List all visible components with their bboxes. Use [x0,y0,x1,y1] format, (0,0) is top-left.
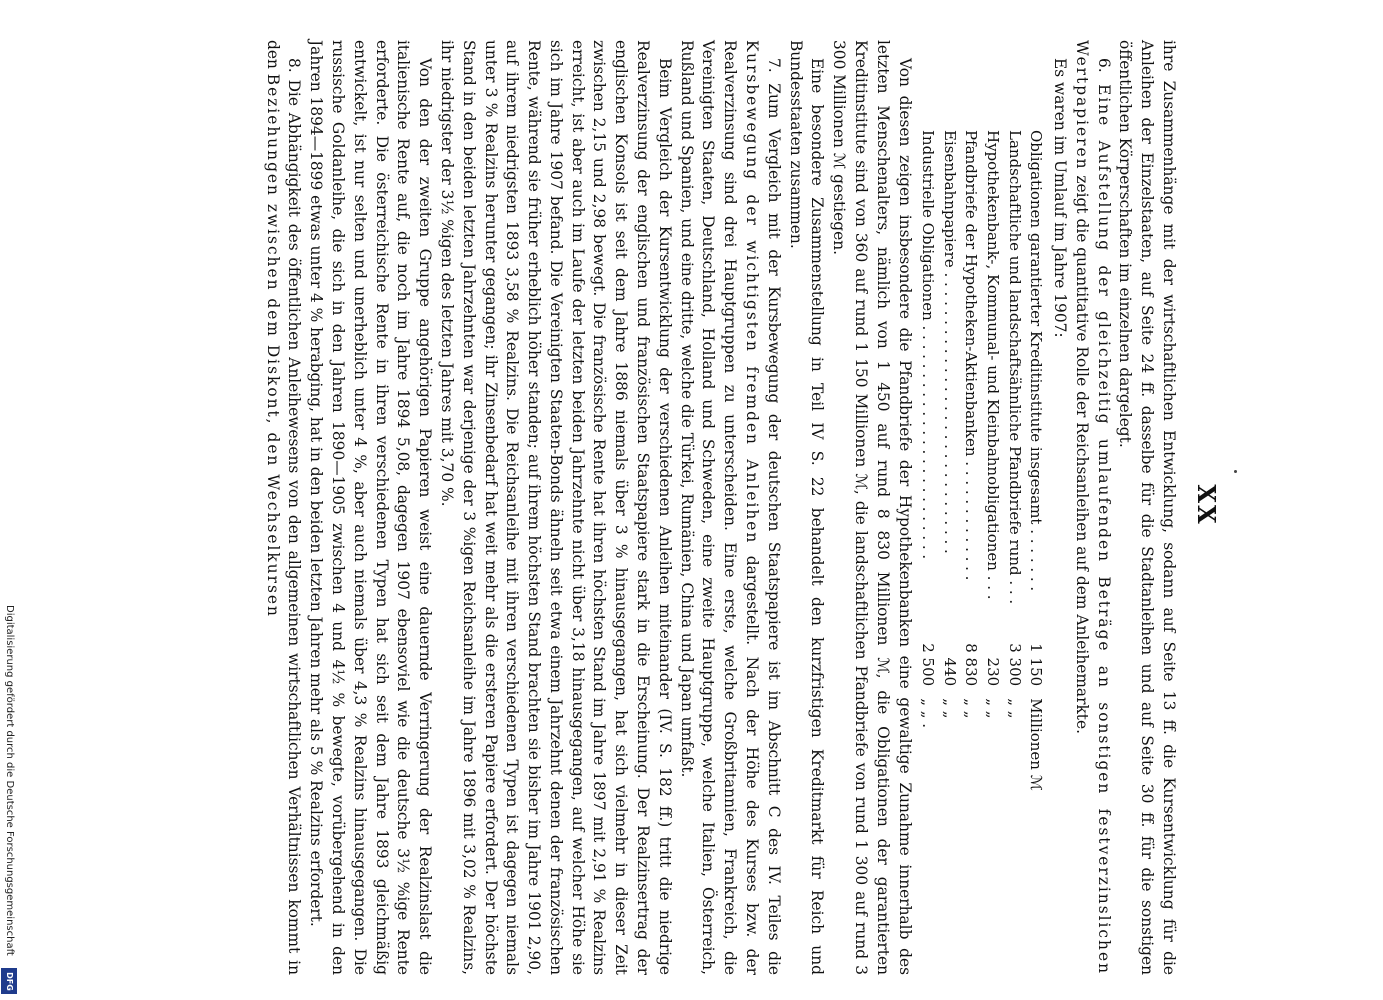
emphasized-heading-8: Beziehungen zwischen dem Diskont, den Wechselkursen [263,73,282,618]
circulation-row [981,124,1003,797]
circulation-label: Pfandbriefe der Hypotheken-Aktienbanken . . . . . . . . . . . . . [962,130,981,581]
body-text [261,40,1179,975]
footer-text: Digitalisierung gefördert durch die Deutsche Forschungsgemeinschaft [4,605,15,956]
circulation-unit: Millionen ℳ [1027,698,1046,791]
circulation-value: 230 [984,657,1003,687]
page-content [141,30,1231,980]
dfg-logo [1,968,17,994]
circulation-unit: „ „ [1005,698,1024,719]
paragraph-1: ihre Zusammenhänge mit der wirtschaftlichen Entwicklung, sodann auf Seite 13 ff. die Kursentwicklung für die Anleihen der Einzelstaaten, auf Seite 24 ff. dasselbe für die Stadtanleihen und auf Seite 30 ff. für die sonstigen öffentlichen Körperschaften im einzelnen dargelegt. [1116,40,1178,975]
paragraph-7: Beim Vergleich der Kursentwicklung der verschiedenen Anleihen miteinander (IV. S. 182 ff.) tritt die niedrige Realverzinsung der englischen und französischen Staatspapiere stark in die Erscheinung. Der Realzinsertrag der englischen Konsols ist seit dem Jahre 1886 niemals über 3 % hinausgegangen, hat sich vielmehr in dieser Zeit zwischen 2,15 und 2,98 bewegt. Die französische Rente hat ihren höchsten Stand im Jahre 1897 mit 2,91 % Realzins erreicht, ist aber auch im Laufe der letzten beiden Jahrzehnte nicht über 3,18 hinausgegangen, auf welcher Höhe sie sich im Jahre 1907 befand. Die Vereinigten Staaten-Bonds ähneln seit etwa einem Jahrzehnt denen der französischen Rente, während sie früher erheblich höher standen; auf ihrem höchsten Stand brachten sie bisher im Jahre 1901 2,90, auf ihrem niedrigsten 1893 3,58 % Realzins. Die Reichsanleihe mit ihren verschiedenen Typen ist dagegen niemals unter 3 % Realzins herunter gegangen; ihr Zinsenbedarf hat weit mehr als die ersteren Papiere erfordert. Der höchste Stand in den beiden letzten Jahrzehnten war derjenige der 3 %igen Reichsanleihe im Jahre 1896 mit 3,02 % Realzins, ihr niedrigster der 3½ %igen des letzten Jahres mit 3,70 %. [437,40,674,975]
rotated-page [141,30,1231,980]
circulation-table-body [917,124,1047,797]
paragraph-6-a: Zum Vergleich mit der Kursbewegung der deutschen Staatspapiere ist im Abschnitt C des IV. Teiles die [764,83,783,975]
dfg-logo-text: DFG [4,971,14,991]
circulation-row [1025,124,1047,797]
circulation-label: Eisenbahnpapiere . . . . . . . . . . . . . . . . . . . . . . . . . . . . . . [940,130,959,554]
circulation-label: Landschaftliche und landschaftsähnliche Pfandbriefe rund . . . [1005,130,1024,605]
circulation-unit: „ „ [940,698,959,719]
paragraph-2-rest: zeigt die quantitative Rolle der Reichsanleihen auf dem Anleihemarkte. [1072,175,1091,734]
circulation-table [917,124,1047,797]
paragraph-9-a: Die Abhängigkeit des öffentlichen Anleihewesens von den allgemeinen wirtschaftlichen Verhältnissen kommt in den [263,40,304,975]
paragraph-8: Von den der zweiten Gruppe angehörigen Papieren weist eine dauernde Verringerung der Realzinslast die italienische Rente auf, die noch im Jahre 1894 5,08, dagegen 1907 ebensoviel wie die deutsche 3½ %ige Rente erforderte. Die österreichische Rente in ihren verschiedenen Typen hat sich seit dem Jahre 1893 gleichmäßig entwickelt, ist nur selten und unerheblich unter 4 %, aber auch niemals über 4,3 % Realzins hinausgegangen. Die russische Goldanleihe, die sich in den Jahren 1890—1905 zwischen 4 und 4½ % bewegte, vorübergehend in den Jahren 1894—1899 etwas unter 4 % herabging, hat in den beiden letzten Jahren mehr als 5 % Realzins erfordert. [307,40,435,975]
emphasized-heading-7: Kursbewegung der wichtigsten fremden Anleihen [743,40,762,545]
circulation-value: 1 150 [1027,643,1046,687]
circulation-label: Industrielle Obligationen . . . . . . . . . . . . . . . . . . . . . . . . . [919,130,938,560]
circulation-value: 8 830 [962,643,981,687]
paragraph-9 [261,40,305,975]
paragraph-3: Es waren im Umlauf im Jahre 1907: [1051,58,1070,338]
circulation-label: Hypothekenbank-, Kommunal- und Kleinbahnobligationen . . . [984,130,1003,600]
circulation-row [1003,124,1025,797]
digitization-footer [0,600,20,1000]
circulation-value: 3 300 [1005,643,1024,687]
circulation-row [960,124,982,797]
circulation-unit: „ „ . [919,698,938,729]
paragraph-2 [1070,40,1114,975]
circulation-row [917,124,939,797]
section-number-8: 8. [285,58,304,73]
paragraph-6-b: dargestellt. Nach der Höhe des Kurses bzw. der Realverzinsung sind drei Hauptgruppen zu unterscheiden. Eine erste, welche Großbritannien, Frankreich, die Vereinigten Staaten, Deutschland, Holland und Schweden, eine zweite Hauptgruppe, welche Italien, Österreich, Rußland und Spanien, und eine dritte, welche die Türkei, Rumänien, China und Japan umfaßt. [677,40,762,975]
paragraph-5: Eine besondere Zusammenstellung in Teil IV S. 22 behandelt den kurzfristigen Kreditmarkt für Reich und Bundesstaaten zusammen. [786,40,827,975]
circulation-row [938,124,960,797]
paragraph-4: Von diesen zeigen insbesondere die Pfandbriefe der Hypothekenbanken eine gewaltige Zunahme innerhalb des letzten Menschenalters, nämlich von 1 450 auf rund 8 830 Millionen ℳ, die Obligationen der garantierten Kreditinstitute sind von 360 auf rund 1 150 Millionen ℳ, die landschaftlichen Pfandbriefe von rund 1 300 auf rund 3 300 Millionen ℳ gestiegen. [830,40,914,975]
ink-dot [1234,470,1237,473]
circulation-label: Obligationen garantierter Kreditinstitute insgesamt . . . . . . . [1027,130,1046,592]
circulation-value: 2 500 [919,643,938,687]
emphasized-heading-6: Eine Aufstellung der gleichzeitig umlaufenden Beträge an sonstigen festverzinslichen Wertpapieren [1072,40,1113,975]
paragraph-6 [675,40,784,975]
page-number: XX [1192,484,1221,526]
circulation-unit: „ „ [984,698,1003,719]
section-number-7: 7. [764,58,783,73]
circulation-value: 440 [940,657,959,687]
section-number-6: 6. [1094,58,1113,73]
circulation-unit: „ „ [962,698,981,719]
